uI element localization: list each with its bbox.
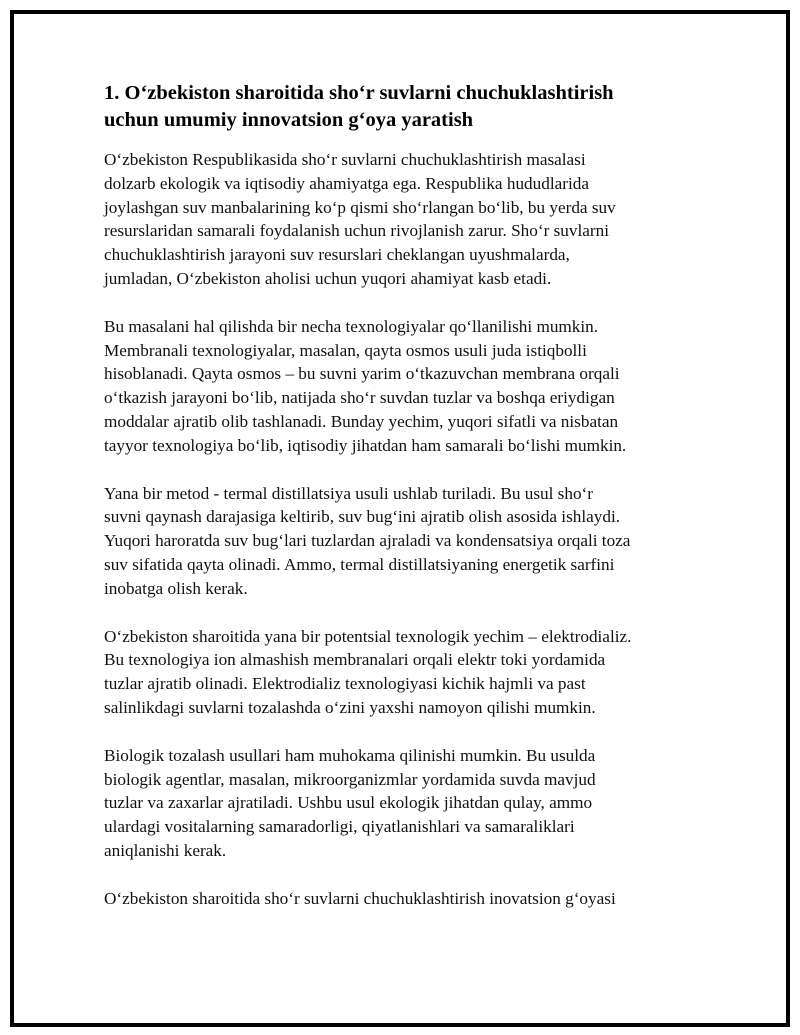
text-line: joylashgan suv manbalarining ko‘p qismi sho‘rlangan bo‘lib, bu yerda suv bbox=[104, 197, 616, 217]
text-line: O‘zbekiston Respublikasida sho‘r suvlarni chuchuklashtirish masalasi bbox=[104, 150, 586, 169]
title-line: uchun umumiy innovatsion g‘oya yaratish bbox=[104, 109, 474, 131]
text-line: Yuqori haroratda suv bug‘lari tuzlardan ajraladi va kondensatsiya orqali toza bbox=[104, 531, 631, 551]
text-line: moddalar ajratib olib tashlanadi. Bunday yechim, yuqori sifatli va nisbatan bbox=[104, 411, 619, 431]
text-line: Biologik tozalash usullari ham muhokama qilinishi mumkin. Bu usulda bbox=[104, 745, 596, 765]
text-line: suvni qaynash darajasiga keltirib, suv bug‘ini ajratib olish asosida ishlaydi. bbox=[104, 507, 621, 527]
text-line: Yana bir metod - termal distillatsiya usuli ushlab turiladi. Bu usul sho‘r bbox=[104, 483, 594, 503]
paragraph-4 bbox=[104, 625, 694, 720]
paragraph-2 bbox=[104, 315, 694, 458]
title-line: 1. O‘zbekiston sharoitida sho‘r suvlarni chuchuklashtirish bbox=[104, 82, 614, 104]
text-line: biologik agentlar, masalan, mikroorganizmlar yordamida suvda mavjud bbox=[104, 769, 596, 789]
text-line: suv sifatida qayta olinadi. Ammo, termal distillatsiyaning energetik sarfini bbox=[104, 554, 615, 574]
paragraph-1 bbox=[104, 148, 694, 291]
text-line: resurslaridan samarali foydalanish uchun rivojlanish zarur. Sho‘r suvlarni bbox=[104, 221, 609, 241]
text-line: tayyor texnologiya bo‘lib, iqtisodiy jihatdan ham samarali bo‘lishi mumkin. bbox=[104, 435, 627, 455]
paragraph-3 bbox=[104, 482, 694, 601]
paragraph-6 bbox=[104, 887, 694, 911]
text-line: ulardagi vositalarning samaradorligi, qiyatlanishlari va samaraliklari bbox=[104, 817, 575, 837]
text-line: tuzlar ajratib olinadi. Elektrodializ texnologiyasi kichik hajmli va past bbox=[104, 674, 586, 694]
text-line: Bu texnologiya ion almashish membranalari orqali elektr toki yordamida bbox=[104, 650, 606, 670]
text-line: O‘zbekiston sharoitida sho‘r suvlarni chuchuklashtirish inovatsion g‘oyasi bbox=[104, 888, 616, 908]
text-line: O‘zbekiston sharoitida yana bir potentsial texnologik yechim – elektrodializ. bbox=[104, 626, 632, 646]
text-line: inobatga olish kerak. bbox=[104, 578, 248, 598]
text-line: tuzlar va zaxarlar ajratiladi. Ushbu usul ekologik jihatdan qulay, ammo bbox=[104, 793, 593, 813]
text-line: Bu masalani hal qilishda bir necha texnologiyalar qo‘llanilishi mumkin. bbox=[104, 316, 599, 336]
text-line: salinlikdagi suvlarni tozalashda o‘zini yaxshi namoyon qilishi mumkin. bbox=[104, 697, 596, 717]
text-line: hisoblanadi. Qayta osmos – bu suvni yarim o‘tkazuvchan membrana orqali bbox=[104, 364, 620, 384]
paragraph-5 bbox=[104, 744, 694, 863]
text-line: jumladan, O‘zbekiston aholisi uchun yuqori ahamiyat kasb etadi. bbox=[104, 268, 552, 288]
text-line: o‘tkazish jarayoni bo‘lib, natijada sho‘r suvdan tuzlar va boshqa eriydigan bbox=[104, 388, 615, 408]
document-body bbox=[104, 80, 694, 935]
text-line: dolzarb ekologik va iqtisodiy ahamiyatga ega. Respublika hududlarida bbox=[104, 173, 589, 193]
text-line: aniqlanishi kerak. bbox=[104, 840, 227, 860]
text-line: Membranali texnologiyalar, masalan, qayta osmos usuli juda istiqbolli bbox=[104, 340, 587, 360]
text-line: chuchuklashtirish jarayoni suv resurslari cheklangan uyushmalarda, bbox=[104, 245, 570, 265]
document-title bbox=[104, 80, 694, 134]
